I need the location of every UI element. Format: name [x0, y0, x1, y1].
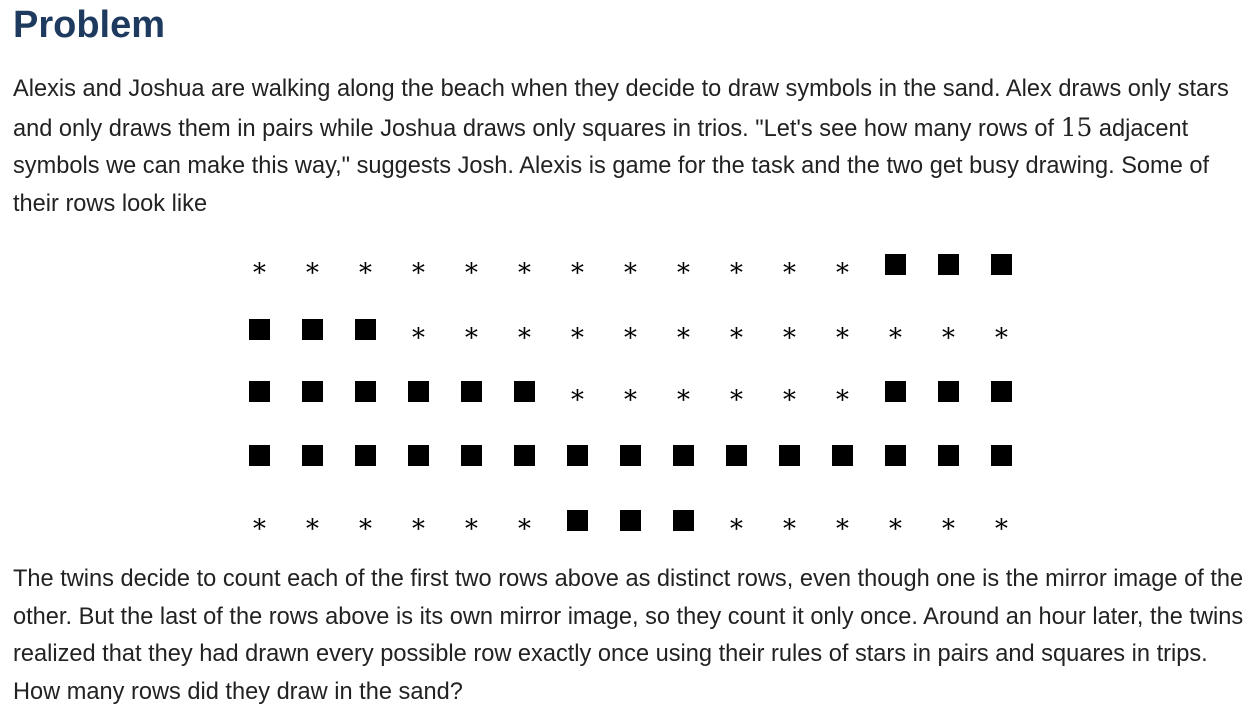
star-symbol — [551, 371, 604, 411]
star-glyph: ∗ — [939, 509, 958, 539]
square-symbol — [975, 435, 1028, 475]
square-glyph — [938, 254, 959, 275]
intro-text-part2: adjacent symbols we can make this way," suggests Josh. Alexis is game for the task and the two get busy drawing. Some of their rows look like — [13, 115, 1210, 217]
math-number-15: 15 — [1060, 112, 1093, 142]
star-glyph: ∗ — [621, 253, 640, 283]
square-glyph — [355, 445, 376, 466]
star-symbol — [551, 244, 604, 284]
star-glyph: ∗ — [780, 380, 799, 410]
square-symbol — [869, 244, 922, 284]
square-symbol — [392, 371, 445, 411]
square-glyph — [249, 381, 270, 402]
star-symbol — [339, 244, 392, 284]
star-symbol — [816, 244, 869, 284]
star-glyph: ∗ — [356, 253, 375, 283]
star-glyph: ∗ — [568, 380, 587, 410]
star-symbol — [922, 309, 975, 349]
star-symbol — [604, 371, 657, 411]
star-glyph: ∗ — [727, 509, 746, 539]
square-glyph — [355, 381, 376, 402]
problem-intro-paragraph — [13, 71, 1249, 223]
star-glyph: ∗ — [409, 253, 428, 283]
star-symbol — [392, 309, 445, 349]
star-glyph: ∗ — [727, 253, 746, 283]
star-glyph: ∗ — [515, 318, 534, 348]
star-glyph: ∗ — [992, 318, 1011, 348]
square-symbol — [816, 435, 869, 475]
square-glyph — [673, 510, 694, 531]
star-glyph: ∗ — [833, 509, 852, 539]
star-symbol — [498, 309, 551, 349]
square-symbol — [551, 435, 604, 475]
symbol-row-2 — [233, 309, 1033, 349]
square-glyph — [249, 445, 270, 466]
star-glyph: ∗ — [462, 509, 481, 539]
star-symbol — [763, 371, 816, 411]
square-symbol — [233, 435, 286, 475]
star-symbol — [763, 309, 816, 349]
square-glyph — [991, 254, 1012, 275]
square-glyph — [408, 381, 429, 402]
star-symbol — [604, 309, 657, 349]
square-symbol — [233, 309, 286, 349]
square-glyph — [938, 381, 959, 402]
star-symbol — [869, 500, 922, 540]
star-glyph: ∗ — [780, 318, 799, 348]
star-symbol — [498, 500, 551, 540]
square-symbol — [975, 371, 1028, 411]
star-glyph: ∗ — [250, 253, 269, 283]
square-symbol — [869, 371, 922, 411]
symbol-row-1 — [233, 244, 1033, 284]
star-glyph: ∗ — [621, 380, 640, 410]
star-symbol — [445, 244, 498, 284]
square-glyph — [620, 510, 641, 531]
star-symbol — [339, 500, 392, 540]
intro-text-part1: Alexis and Joshua are walking along the beach when they decide to draw symbols in the sand. Alex draws only stars and only draws them in pairs while Joshua draws only squares in trios. "Let's see how many rows of — [13, 76, 1229, 142]
star-glyph: ∗ — [462, 318, 481, 348]
star-glyph: ∗ — [886, 318, 905, 348]
symbol-row-5 — [233, 500, 1033, 540]
problem-question-paragraph: The twins decide to count each of the first two rows above as distinct rows, even though one is the mirror image of the other. But the last of the rows above is its own mirror image, so they count it only once. Around an hour later, the twins realized that they had drawn every possible row exactly once using their rules of stars in pairs and squares in trips. How many rows did they draw in the sand? — [13, 566, 1244, 705]
square-glyph — [461, 445, 482, 466]
star-glyph: ∗ — [674, 380, 693, 410]
star-glyph: ∗ — [992, 509, 1011, 539]
square-glyph — [885, 254, 906, 275]
square-symbol — [657, 500, 710, 540]
star-glyph: ∗ — [886, 509, 905, 539]
square-glyph — [991, 381, 1012, 402]
square-glyph — [302, 445, 323, 466]
star-glyph: ∗ — [621, 318, 640, 348]
star-glyph: ∗ — [409, 318, 428, 348]
square-glyph — [832, 445, 853, 466]
symbol-row-4 — [233, 435, 1033, 475]
star-symbol — [816, 371, 869, 411]
star-symbol — [657, 244, 710, 284]
square-glyph — [302, 381, 323, 402]
square-symbol — [392, 435, 445, 475]
square-glyph — [567, 445, 588, 466]
square-symbol — [604, 500, 657, 540]
star-glyph: ∗ — [833, 253, 852, 283]
square-glyph — [514, 445, 535, 466]
square-symbol — [286, 371, 339, 411]
star-symbol — [392, 244, 445, 284]
star-symbol — [922, 500, 975, 540]
star-glyph: ∗ — [409, 509, 428, 539]
star-glyph: ∗ — [462, 253, 481, 283]
star-glyph: ∗ — [833, 318, 852, 348]
square-symbol — [445, 435, 498, 475]
star-symbol — [816, 500, 869, 540]
star-symbol — [816, 309, 869, 349]
star-symbol — [975, 500, 1028, 540]
star-glyph: ∗ — [727, 318, 746, 348]
square-symbol — [604, 435, 657, 475]
star-symbol — [445, 309, 498, 349]
square-symbol — [286, 309, 339, 349]
square-symbol — [975, 244, 1028, 284]
star-symbol — [233, 244, 286, 284]
square-glyph — [249, 319, 270, 340]
star-glyph: ∗ — [568, 253, 587, 283]
square-glyph — [885, 381, 906, 402]
square-symbol — [339, 371, 392, 411]
square-glyph — [673, 445, 694, 466]
square-glyph — [461, 381, 482, 402]
star-glyph: ∗ — [674, 318, 693, 348]
square-symbol — [339, 435, 392, 475]
star-glyph: ∗ — [780, 253, 799, 283]
star-symbol — [657, 309, 710, 349]
square-symbol — [233, 371, 286, 411]
star-symbol — [710, 500, 763, 540]
square-symbol — [922, 244, 975, 284]
square-symbol — [339, 309, 392, 349]
square-symbol — [498, 435, 551, 475]
star-symbol — [233, 500, 286, 540]
star-symbol — [710, 371, 763, 411]
star-glyph: ∗ — [515, 509, 534, 539]
star-symbol — [498, 244, 551, 284]
star-symbol — [763, 500, 816, 540]
star-glyph: ∗ — [356, 509, 375, 539]
square-glyph — [938, 445, 959, 466]
star-symbol — [445, 500, 498, 540]
star-glyph: ∗ — [515, 253, 534, 283]
star-glyph: ∗ — [833, 380, 852, 410]
square-glyph — [726, 445, 747, 466]
square-glyph — [620, 445, 641, 466]
star-glyph: ∗ — [727, 380, 746, 410]
star-glyph: ∗ — [568, 318, 587, 348]
star-symbol — [657, 371, 710, 411]
star-symbol — [286, 500, 339, 540]
square-glyph — [302, 319, 323, 340]
square-glyph — [885, 445, 906, 466]
symbol-row-3 — [233, 371, 1033, 411]
star-symbol — [763, 244, 816, 284]
star-glyph: ∗ — [303, 253, 322, 283]
star-symbol — [710, 309, 763, 349]
star-glyph: ∗ — [250, 509, 269, 539]
square-symbol — [551, 500, 604, 540]
star-glyph: ∗ — [303, 509, 322, 539]
square-symbol — [869, 435, 922, 475]
square-glyph — [991, 445, 1012, 466]
square-glyph — [567, 510, 588, 531]
square-glyph — [514, 381, 535, 402]
square-symbol — [498, 371, 551, 411]
star-symbol — [710, 244, 763, 284]
square-symbol — [445, 371, 498, 411]
star-glyph: ∗ — [780, 509, 799, 539]
star-symbol — [286, 244, 339, 284]
square-symbol — [922, 371, 975, 411]
page-title: Problem — [13, 4, 166, 46]
star-symbol — [975, 309, 1028, 349]
square-symbol — [286, 435, 339, 475]
square-glyph — [408, 445, 429, 466]
square-glyph — [355, 319, 376, 340]
square-symbol — [657, 435, 710, 475]
star-glyph: ∗ — [674, 253, 693, 283]
square-symbol — [763, 435, 816, 475]
star-symbol — [604, 244, 657, 284]
square-symbol — [710, 435, 763, 475]
square-glyph — [779, 445, 800, 466]
star-glyph: ∗ — [939, 318, 958, 348]
star-symbol — [869, 309, 922, 349]
star-symbol — [551, 309, 604, 349]
square-symbol — [922, 435, 975, 475]
star-symbol — [392, 500, 445, 540]
